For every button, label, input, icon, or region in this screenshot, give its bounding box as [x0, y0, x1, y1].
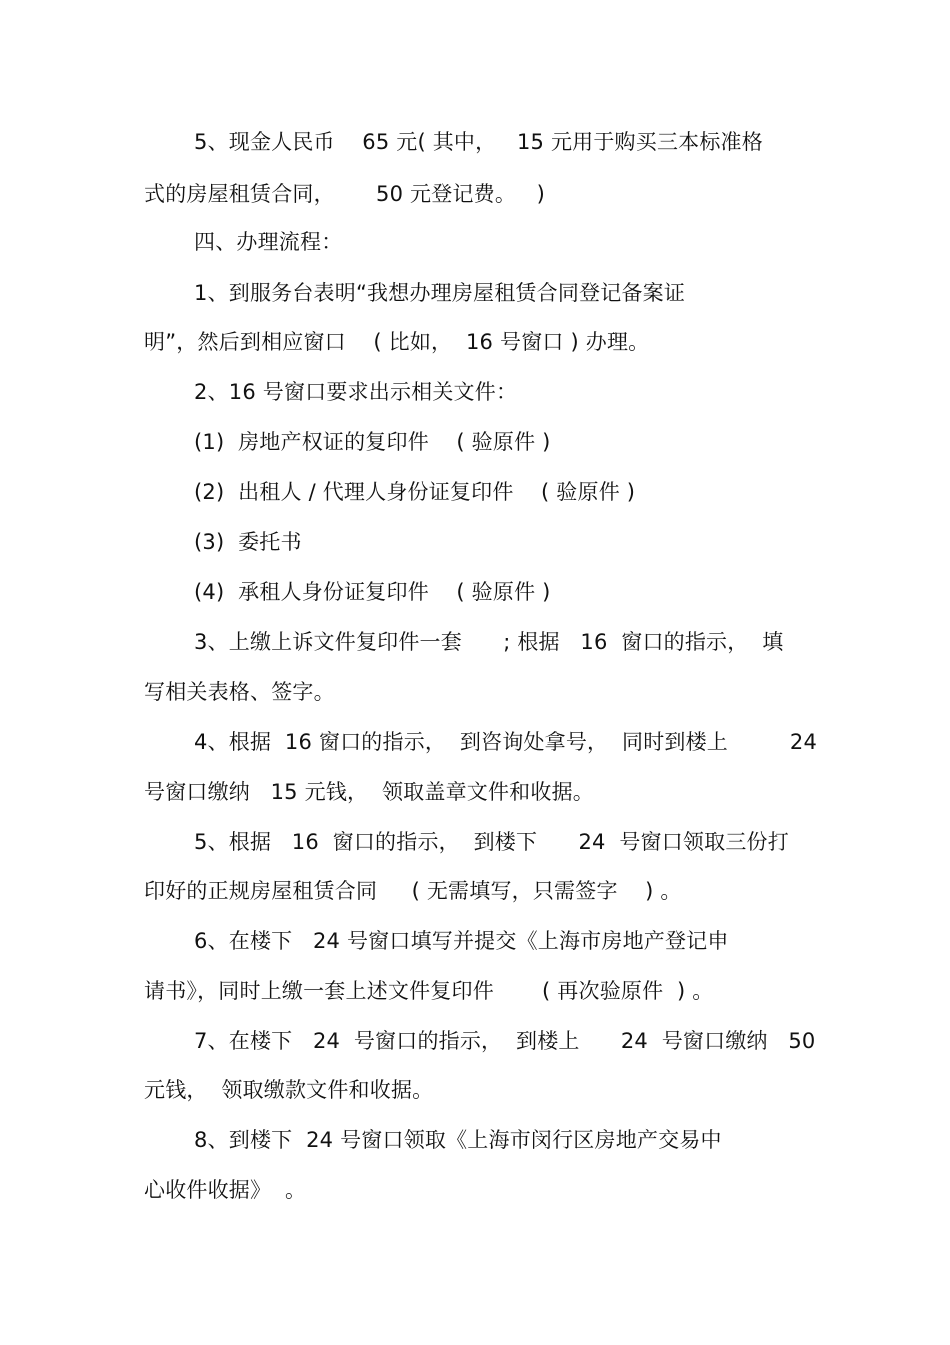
paragraph-line: 7、在楼下 24 号窗口的指示， 到楼上 24 号窗口缴纳 50 — [194, 1029, 816, 1053]
paragraph-line: 请书》，同时上缴一套上述文件复印件 ( 再次验原件 ) 。 — [144, 979, 714, 1003]
section-heading: 四、办理流程： — [194, 230, 343, 254]
paragraph-line: 明”，然后到相应窗口 ( 比如， 16 号窗口 ) 办理。 — [144, 330, 650, 354]
list-item: (4) 承租人身份证复印件 ( 验原件 ) — [194, 580, 551, 604]
paragraph-line: 5、根据 16 窗口的指示， 到楼下 24 号窗口领取三份打 — [194, 830, 789, 854]
paragraph-line: 1、到服务台表明“我想办理房屋租赁合同登记备案证 — [194, 281, 686, 305]
paragraph-line: 元钱， 领取缴款文件和收据。 — [144, 1078, 434, 1102]
paragraph-line: 写相关表格、签字。 — [144, 680, 335, 704]
paragraph-line: 6、在楼下 24 号窗口填写并提交《上海市房地产登记申 — [194, 929, 729, 953]
list-item: (2) 出租人 / 代理人身份证复印件 ( 验原件 ) — [194, 480, 636, 504]
paragraph-line: 3、上缴上诉文件复印件一套 ; 根据 16 窗口的指示， 填 — [194, 630, 784, 654]
paragraph-line: 式的房屋租赁合同， 50 元登记费。 ) — [144, 182, 546, 206]
paragraph-line: 2、16 号窗口要求出示相关文件： — [194, 380, 518, 404]
list-item: (1) 房地产权证的复印件 ( 验原件 ) — [194, 430, 551, 454]
list-item: (3) 委托书 — [194, 530, 302, 554]
paragraph-line: 8、到楼下 24 号窗口领取《上海市闵行区房地产交易中 — [194, 1128, 722, 1152]
paragraph-line: 心收件收据》 。 — [144, 1178, 307, 1202]
paragraph-line: 印好的正规房屋租赁合同 ( 无需填写，只需签字 ) 。 — [144, 879, 682, 903]
paragraph-line: 4、根据 16 窗口的指示， 到咨询处拿号， 同时到楼上 24 — [194, 730, 818, 754]
paragraph-line: 5、现金人民币 65 元( 其中， 15 元用于购买三本标准格 — [194, 130, 763, 154]
paragraph-line: 号窗口缴纳 15 元钱， 领取盖章文件和收据。 — [144, 780, 594, 804]
